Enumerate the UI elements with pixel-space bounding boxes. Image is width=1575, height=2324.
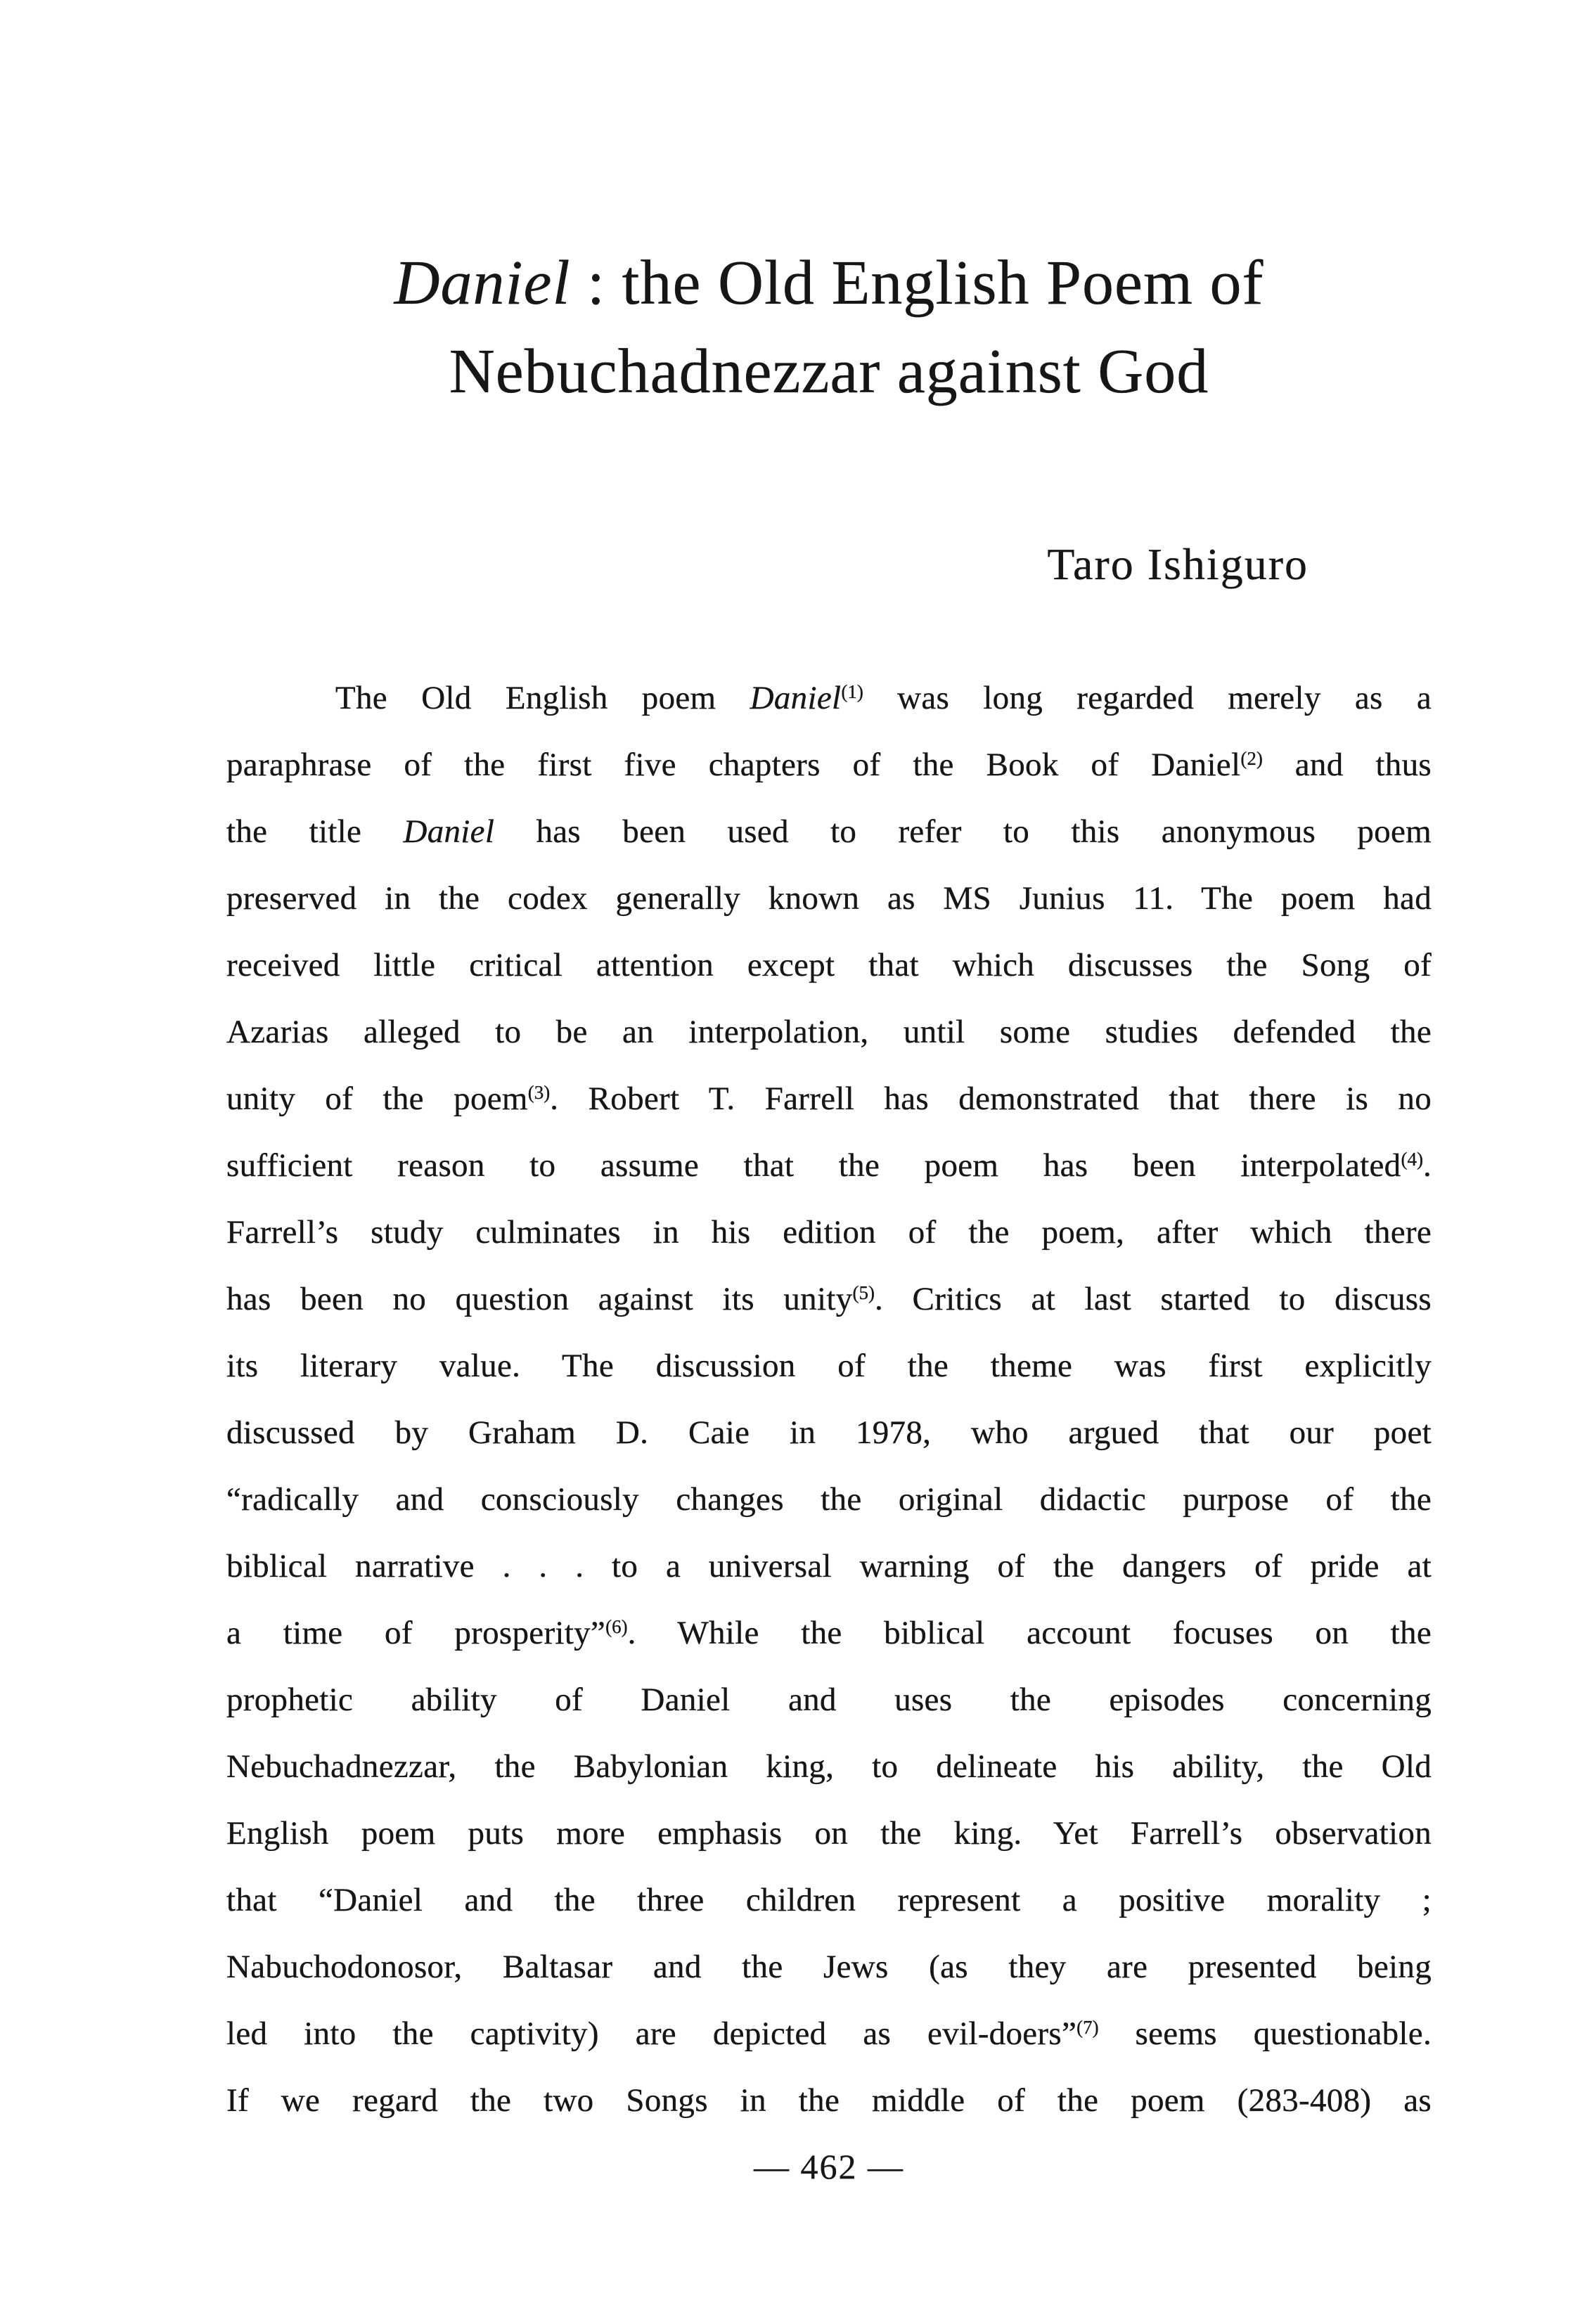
text-run: biblical narrative . . . to a universal warning of the dangers of pride at bbox=[226, 1548, 1432, 1584]
text-run: Farrell’s study culminates in his edition of the poem, after which there bbox=[226, 1214, 1432, 1251]
text-run: was long regarded merely as a bbox=[863, 680, 1432, 716]
body-line bbox=[226, 2001, 1432, 2067]
body-line bbox=[226, 1066, 1432, 1132]
text-run: . bbox=[1422, 1147, 1432, 1184]
text-run: Nabuchodonosor, Baltasar and the Jews (as they are presented being bbox=[226, 1949, 1432, 1985]
text-run: . Robert T. Farrell has demonstrated that there is no bbox=[550, 1080, 1432, 1117]
text-run: and thus bbox=[1262, 747, 1432, 783]
paper-title-line2: Nebuchadnezzar against God bbox=[449, 337, 1209, 406]
body-line bbox=[226, 1600, 1432, 1667]
text-run: prophetic ability of Daniel and uses the episodes concerning bbox=[226, 1681, 1432, 1718]
text-run: sufficient reason to assume that the poem has been interpolated bbox=[226, 1147, 1401, 1184]
body-text bbox=[226, 665, 1432, 2134]
body-line bbox=[226, 665, 1432, 732]
footnote-marker: (2) bbox=[1240, 748, 1263, 770]
footnote-marker: (6) bbox=[605, 1616, 628, 1638]
footnote-marker: (1) bbox=[841, 681, 863, 703]
text-run: discussed by Graham D. Caie in 1978, who argued that our poet bbox=[226, 1414, 1432, 1451]
body-line bbox=[226, 1199, 1432, 1266]
text-run: : the Old English Poem of bbox=[570, 248, 1264, 318]
footnote-marker: (5) bbox=[852, 1282, 875, 1304]
text-run: . Critics at last started to discuss bbox=[874, 1281, 1432, 1317]
text-run: unity of the poem bbox=[226, 1080, 528, 1117]
body-line bbox=[226, 1667, 1432, 1734]
body-line bbox=[226, 999, 1432, 1066]
body-line bbox=[226, 1800, 1432, 1867]
text-run: . While the biblical account focuses on the bbox=[627, 1615, 1432, 1651]
text-run: its literary value. The discussion of the theme was first explicitly bbox=[226, 1348, 1432, 1384]
paper-title-line1 bbox=[226, 239, 1432, 328]
body-line bbox=[226, 1934, 1432, 2001]
text-run: has been no question against its unity bbox=[226, 1281, 853, 1317]
text-run: English poem puts more emphasis on the king. Yet Farrell’s observation bbox=[226, 1815, 1432, 1852]
text-run: The Old English poem bbox=[335, 680, 750, 716]
body-line bbox=[226, 1333, 1432, 1400]
italic-text: Daniel bbox=[394, 248, 571, 318]
body-line bbox=[226, 799, 1432, 865]
paper-title bbox=[226, 239, 1432, 416]
text-run: the title bbox=[226, 813, 404, 850]
author-name: Taro Ishiguro bbox=[1047, 539, 1309, 589]
footnote-marker: (3) bbox=[527, 1082, 551, 1104]
body-line bbox=[226, 865, 1432, 932]
body-line bbox=[226, 1533, 1432, 1600]
text-run: Azarias alleged to be an interpolation, until some studies defended the bbox=[226, 1014, 1432, 1050]
body-line bbox=[226, 1867, 1432, 1934]
text-run: preserved in the codex generally known as MS Junius 11. The poem had bbox=[226, 880, 1432, 917]
footnote-marker: (4) bbox=[1401, 1149, 1423, 1170]
text-run: has been used to refer to this anonymous poem bbox=[494, 813, 1432, 850]
italic-text: Daniel bbox=[750, 680, 842, 716]
body-line bbox=[226, 1132, 1432, 1199]
text-run: received little critical attention except that which discusses the Song of bbox=[226, 947, 1432, 983]
body-line bbox=[226, 2067, 1432, 2134]
page-number: — 462 — bbox=[754, 2147, 904, 2186]
footnote-marker: (7) bbox=[1076, 2017, 1099, 2039]
text-run: led into the captivity) are depicted as evil-doers” bbox=[226, 2015, 1077, 2052]
text-run: a time of prosperity” bbox=[226, 1615, 606, 1651]
body-line bbox=[226, 732, 1432, 799]
text-run: seems questionable. bbox=[1098, 2015, 1432, 2052]
body-line bbox=[226, 1266, 1432, 1333]
text-run: If we regard the two Songs in the middle of the poem (283-408) as bbox=[226, 2082, 1432, 2119]
text-run: that “Daniel and the three children represent a positive morality ; bbox=[226, 1882, 1432, 1918]
text-run: “radically and consciously changes the original didactic purpose of the bbox=[226, 1481, 1432, 1518]
body-line bbox=[226, 932, 1432, 999]
body-line bbox=[226, 1466, 1432, 1533]
text-run: Nebuchadnezzar, the Babylonian king, to delineate his ability, the Old bbox=[226, 1748, 1432, 1785]
italic-text: Daniel bbox=[403, 813, 495, 850]
body-line bbox=[226, 1734, 1432, 1800]
body-line bbox=[226, 1400, 1432, 1466]
text-run: paraphrase of the first five chapters of the Book of Daniel bbox=[226, 747, 1241, 783]
